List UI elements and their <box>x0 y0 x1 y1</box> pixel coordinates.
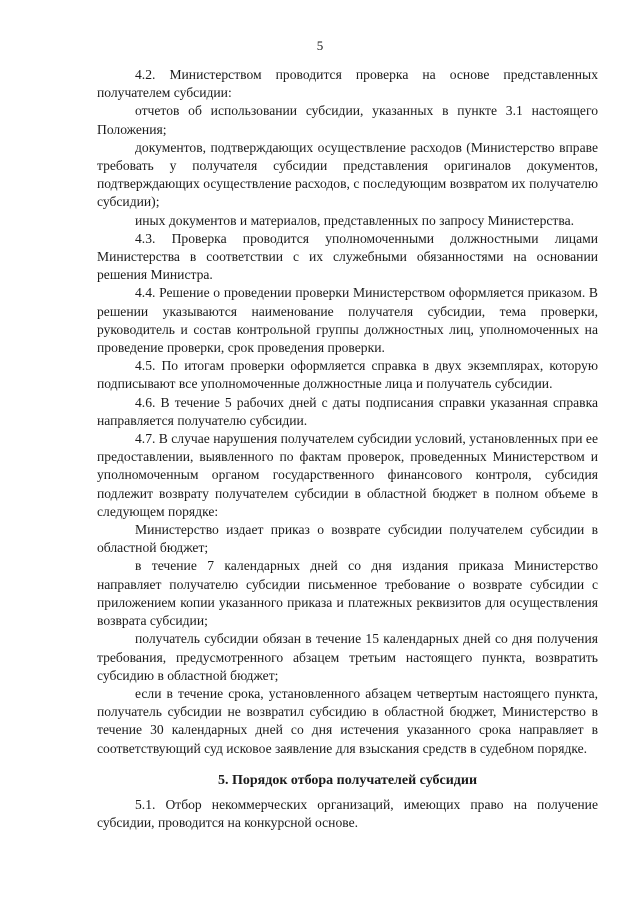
paragraph-4-2-item-documents: документов, подтверждающих осуществление расходов (Министерство вправе требовать у получателя субсидии представления оригиналов документов, подтверждающих осуществление расходов, с последующим возвратом их получателю субсидии); <box>97 139 598 210</box>
paragraph-4-7-step-return: получатель субсидии обязан в течение 15 календарных дней со дня получения требования, предусмотренного абзацем третьим настоящего пункта, возвратить субсидию в областной бюджет; <box>97 631 598 683</box>
paragraph-5-1: 5.1. Отбор некоммерческих организаций, имеющих право на получение субсидии, проводится на конкурсной основе. <box>97 796 598 830</box>
document-body <box>97 66 598 832</box>
paragraph-4-7-step-court: если в течение срока, установленного абзацем четвертым настоящего пункта, получатель субсидии не возвратил субсидию в областной бюджет, Министерство в течение 30 календарных дней со дня истечения указанного срока направляет в соответствующий суд исковое заявление для взыскания средств в судебном порядке. <box>97 685 598 756</box>
paragraph-4-7: 4.7. В случае нарушения получателем субсидии условий, установленных при ее предоставлении, выявленного по фактам проверок, проведенных Министерством и уполномоченным органом государственного финансового контроля, субсидия подлежит возврату получателем субсидии в областной бюджет в полном объеме в следующем порядке: <box>97 431 598 519</box>
section-5-heading: 5. Порядок отбора получателей субсидии <box>217 772 478 788</box>
paragraph-4-6: 4.6. В течение 5 рабочих дней с даты подписания справки указанная справка направляется получателю субсидии. <box>97 394 598 428</box>
paragraph-4-2-item-reports: отчетов об использовании субсидии, указанных в пункте 3.1 настоящего Положения; <box>97 103 598 137</box>
paragraph-4-7-step-order: Министерство издает приказ о возврате субсидии получателем субсидии в областной бюджет; <box>97 522 598 556</box>
page-number: 5 <box>316 38 324 53</box>
paragraph-4-3: 4.3. Проверка проводится уполномоченными должностными лицами Министерства в соответствии с их служебными обязанностями на основании решения Министра. <box>97 230 598 283</box>
paragraph-4-4: 4.4. Решение о проведении проверки Министерством оформляется приказом. В решении указываются наименование получателя субсидии, тема проверки, руководитель и состав контрольной группы должностных лиц, уполномоченных на проведение проверки, срок проведения проверки. <box>97 285 598 356</box>
paragraph-4-7-step-notice: в течение 7 календарных дней со дня издания приказа Министерство направляет получателю субсидии письменное требование о возврате субсидии с приложением копии указанного приказа и платежных реквизитов для осуществления возврата субсидии; <box>97 558 598 629</box>
paragraph-4-2-item-other: иных документов и материалов, представленных по запросу Министерства. <box>135 212 575 228</box>
paragraph-4-2: 4.2. Министерством проводится проверка на основе представленных получателем субсидии: <box>97 67 598 101</box>
paragraph-4-5: 4.5. По итогам проверки оформляется справка в двух экземплярах, которую подписывают все уполномоченные должностные лица и получатель субсидии. <box>97 358 598 392</box>
